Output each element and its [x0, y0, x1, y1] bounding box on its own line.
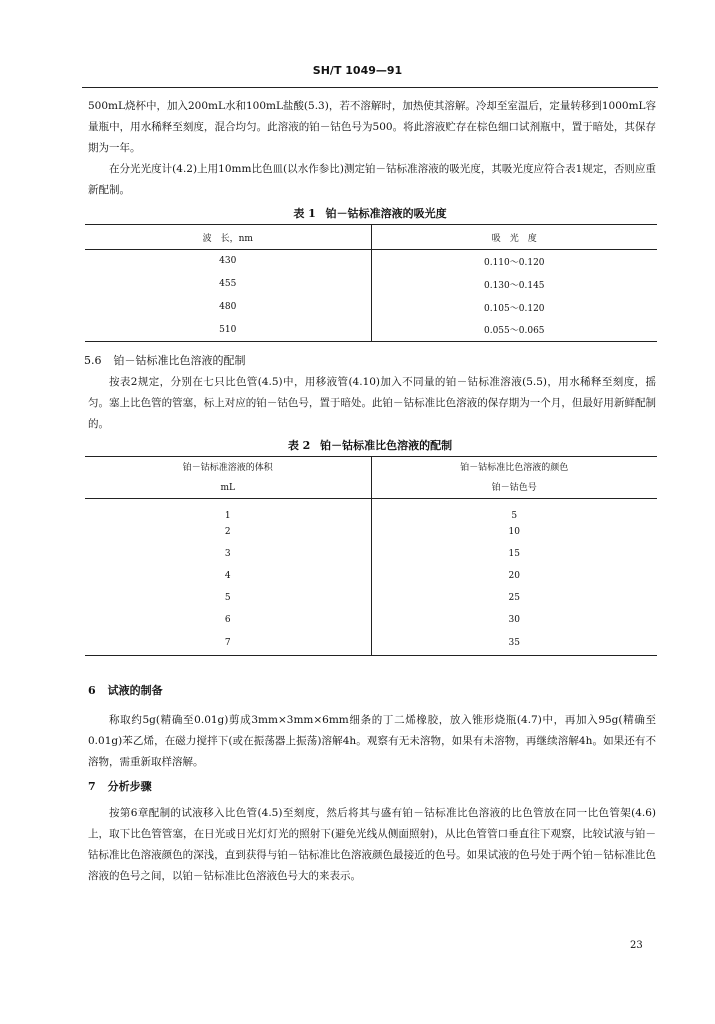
table2-col-volume-unit: mL — [220, 482, 235, 493]
table2-cell-volume: 3 — [85, 543, 371, 565]
table2-cell-volume: 7 — [85, 631, 371, 656]
section-6-heading — [88, 682, 163, 698]
table1-cell-wavelength: 430 — [85, 250, 371, 273]
table2-cell-volume: 5 — [85, 587, 371, 609]
table1-label: 表 1 — [293, 207, 316, 220]
section-6-number: 6 — [88, 684, 96, 697]
section-5-6-heading — [84, 352, 246, 368]
table-row — [85, 250, 657, 273]
table2-cell-color: 10 — [508, 526, 520, 537]
intro-paragraph-1: 500mL烧杯中，加入200mL水和100mL盐酸(5.3)，若不溶解时，加热使其溶解。冷却至室温后，定量转移到1000mL容量瓶中，用水稀释至刻度，混合均匀。此溶液的铂－钴色号为500。将此溶液贮存在棕色细口试剂瓶中，置于暗处，其保存期为一年。 — [88, 100, 656, 154]
table1-cell-absorbance: 0.055～0.065 — [371, 319, 657, 342]
table-row — [85, 521, 657, 543]
section-7-heading — [88, 778, 152, 794]
table2-col-volume-label: 铂－钴标准溶液的体积 — [182, 462, 273, 473]
table1-title: 铂－钴标准溶液的吸光度 — [325, 207, 447, 220]
table2-col-color-unit: 铂－钴色号 — [491, 482, 537, 493]
table2-header-row — [85, 457, 657, 499]
table2-cell-volume: 6 — [85, 609, 371, 631]
table1-header-row — [85, 225, 657, 250]
section-6-body: 称取约5g(精确至0.01g)剪成3mm×3mm×6mm细条的丁二烯橡胶，放入锥形烧瓶(4.7)中，再加入95g(精确至0.01g)苯乙烯，在磁力搅拌下(或在振荡器上振荡)溶解4h。观察有无未溶物，如果有未溶物，再继续溶解4h。如果还有不溶物，需重新取样溶解。 — [88, 714, 656, 768]
table1 — [85, 224, 657, 342]
table2-cell-color: 25 — [508, 592, 520, 603]
table2-col-color-label: 铂－钴标准比色溶液的颜色 — [460, 462, 569, 473]
table-row — [85, 565, 657, 587]
table1-col-absorbance: 吸 光 度 — [371, 225, 657, 250]
table2-cell-volume: 4 — [85, 565, 371, 587]
section-5-6-body: 按表2规定，分别在七只比色管(4.5)中，用移液管(4.10)加入不同量的铂－钴标准溶液(5.5)，用水稀释至刻度，摇匀。塞上比色管的管塞，标上对应的铂－钴色号，置于暗处。此铂－钴标准比色溶液的保存期为一个月，但最好用新鲜配制的。 — [88, 376, 656, 430]
table2-col-color — [371, 457, 657, 499]
section-7-body: 按第6章配制的试液移入比色管(4.5)至刻度，然后将其与盛有铂－钴标准比色溶液的比色管放在同一比色管架(4.6)上，取下比色管管塞，在日光或日光灯灯光的照射下(避免光线从侧面照射)，从比色管管口垂直往下观察，比较试液与铂－钴标准比色溶液颜色的深浅，直到获得与铂－钴标准比色溶液颜色最接近的色号。如果试液的色号处于两个铂－钴标准比色溶液的色号之间，以铂－钴标准比色溶液色号大的来表示。 — [88, 807, 656, 882]
table2-cell-volume: 2 — [85, 521, 371, 543]
table2-cell-color: 30 — [508, 614, 520, 625]
table-row — [85, 499, 657, 521]
table1-cell-wavelength: 455 — [85, 273, 371, 296]
table-row — [85, 273, 657, 296]
table1-caption — [82, 205, 658, 221]
table-row — [85, 296, 657, 319]
section-5-6-number: 5.6 — [84, 354, 102, 367]
table2-caption — [82, 437, 658, 453]
table2-title: 铂－钴标准比色溶液的配制 — [320, 439, 453, 452]
table1-cell-absorbance: 0.105～0.120 — [483, 303, 545, 314]
page-number: 23 — [630, 940, 643, 951]
section-5-6-title: 铂－钴标准比色溶液的配制 — [113, 354, 246, 367]
table2-cell-color: 15 — [508, 548, 520, 559]
table2-col-volume — [85, 457, 371, 499]
table1-cell-wavelength: 510 — [85, 319, 371, 342]
section-6-title: 试液的制备 — [107, 684, 163, 697]
table2-cell-color: 20 — [508, 570, 520, 581]
section-7-title: 分析步骤 — [107, 780, 152, 793]
table-row — [85, 631, 657, 656]
table1-cell-absorbance: 0.110～0.120 — [483, 257, 545, 268]
table-row — [85, 609, 657, 631]
intro-block — [88, 96, 656, 201]
table2-cell-color: 5 — [511, 510, 518, 521]
page-header: SH/T 1049—91 — [312, 64, 403, 77]
table1-cell-wavelength: 480 — [85, 296, 371, 319]
header-rule — [82, 87, 658, 88]
section-7-number: 7 — [88, 780, 96, 793]
table2-cell-volume: 1 — [85, 499, 371, 521]
table-row — [85, 587, 657, 609]
table-row — [85, 543, 657, 565]
intro-paragraph-2: 在分光光度计(4.2)上用10mm比色皿(以水作参比)测定铂－钴标准溶液的吸光度，其吸光度应符合表1规定，否则应重新配制。 — [88, 163, 656, 196]
table1-cell-absorbance: 0.130～0.145 — [483, 280, 545, 291]
table1-col-wavelength: 波 长，nm — [85, 225, 371, 250]
table2 — [85, 456, 657, 656]
table2-cell-color: 35 — [371, 631, 657, 656]
table-row — [85, 319, 657, 342]
table2-label: 表 2 — [287, 439, 311, 452]
